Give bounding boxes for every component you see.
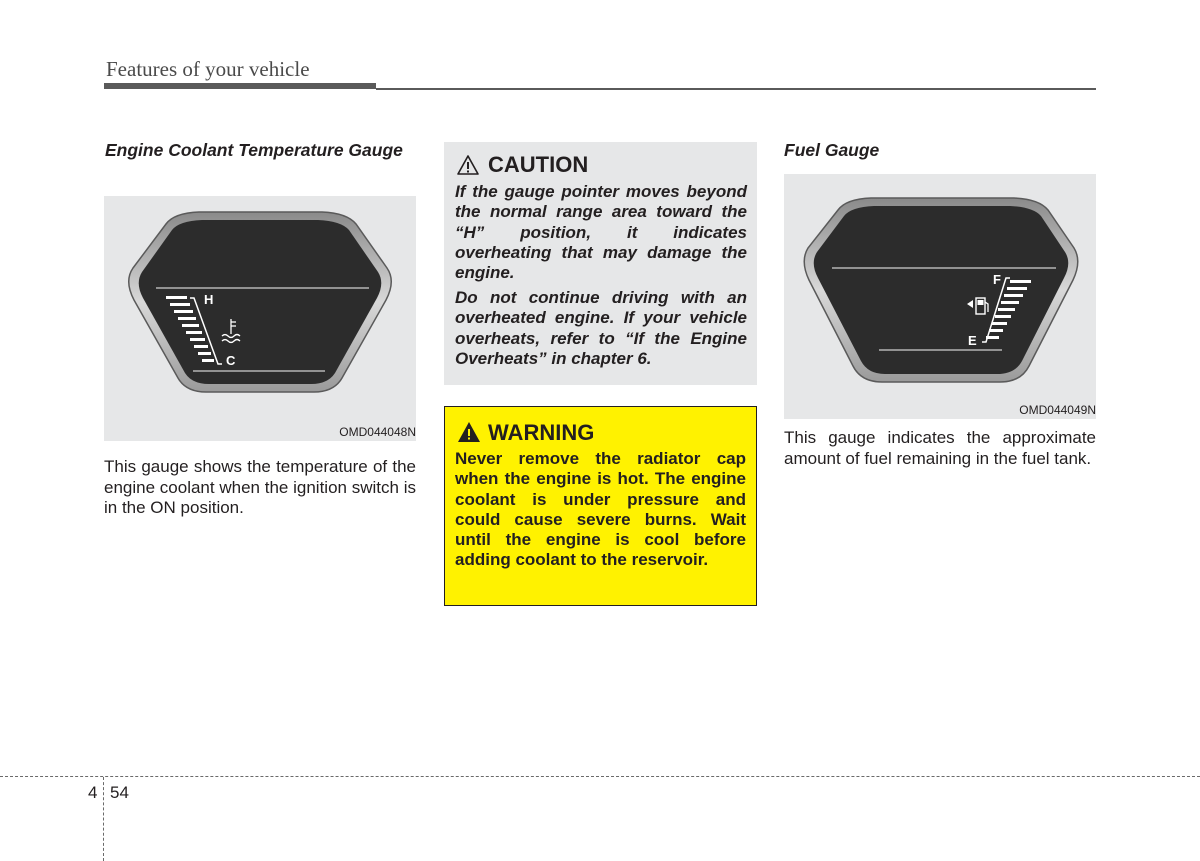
fuel-body-text: This gauge indicates the approximate amount of fuel remaining in the fuel tank. xyxy=(784,428,1096,468)
coolant-gauge-figure xyxy=(104,196,416,441)
warning-text: Never remove the radiator cap when the engine is hot. The engine coolant is under pressure and could cause severe burns. Wait until the engine is cool before adding coolant to the reservoir. xyxy=(455,449,746,570)
page-number: 54 xyxy=(110,783,129,802)
caution-paragraph-1: If the gauge pointer moves beyond the normal range area toward the “H” position, it indicates overheating that may damage the engine. xyxy=(455,182,747,283)
gauge-low-label: C xyxy=(226,353,236,368)
coolant-body-text: This gauge shows the temperature of the engine coolant when the ignition switch is in the ON position. xyxy=(104,457,416,517)
fuel-figure-code: OMD044049N xyxy=(1019,403,1096,417)
gauge-empty-label: E xyxy=(968,333,977,348)
caution-box xyxy=(444,142,757,385)
footer-vertical-dashed-rule xyxy=(103,777,104,861)
warning-box xyxy=(444,406,757,606)
fuel-gauge-illustration xyxy=(784,174,1096,419)
fuel-gauge-heading: Fuel Gauge xyxy=(784,140,880,160)
header-rule-thick xyxy=(104,83,376,89)
header-rule-thin xyxy=(376,88,1096,90)
warning-triangle-icon xyxy=(457,421,481,443)
coolant-gauge-illustration xyxy=(104,196,416,441)
gauge-full-label: F xyxy=(993,272,1001,287)
gauge-high-label: H xyxy=(204,292,214,307)
caution-triangle-icon xyxy=(456,154,480,176)
page-section-title: Features of your vehicle xyxy=(106,57,310,81)
chapter-number: 4 xyxy=(88,783,98,802)
footer-dashed-rule xyxy=(0,776,1200,777)
caution-title: CAUTION xyxy=(488,152,589,177)
fuel-gauge-figure xyxy=(784,174,1096,419)
coolant-figure-code: OMD044048N xyxy=(339,425,416,439)
warning-title: WARNING xyxy=(488,420,595,445)
coolant-gauge-heading: Engine Coolant Temperature Gauge xyxy=(105,140,403,160)
caution-paragraph-2: Do not continue driving with an overheated engine. If your vehicle overheats, refer to “If the Engine Overheats” in chapter 6. xyxy=(455,288,747,368)
